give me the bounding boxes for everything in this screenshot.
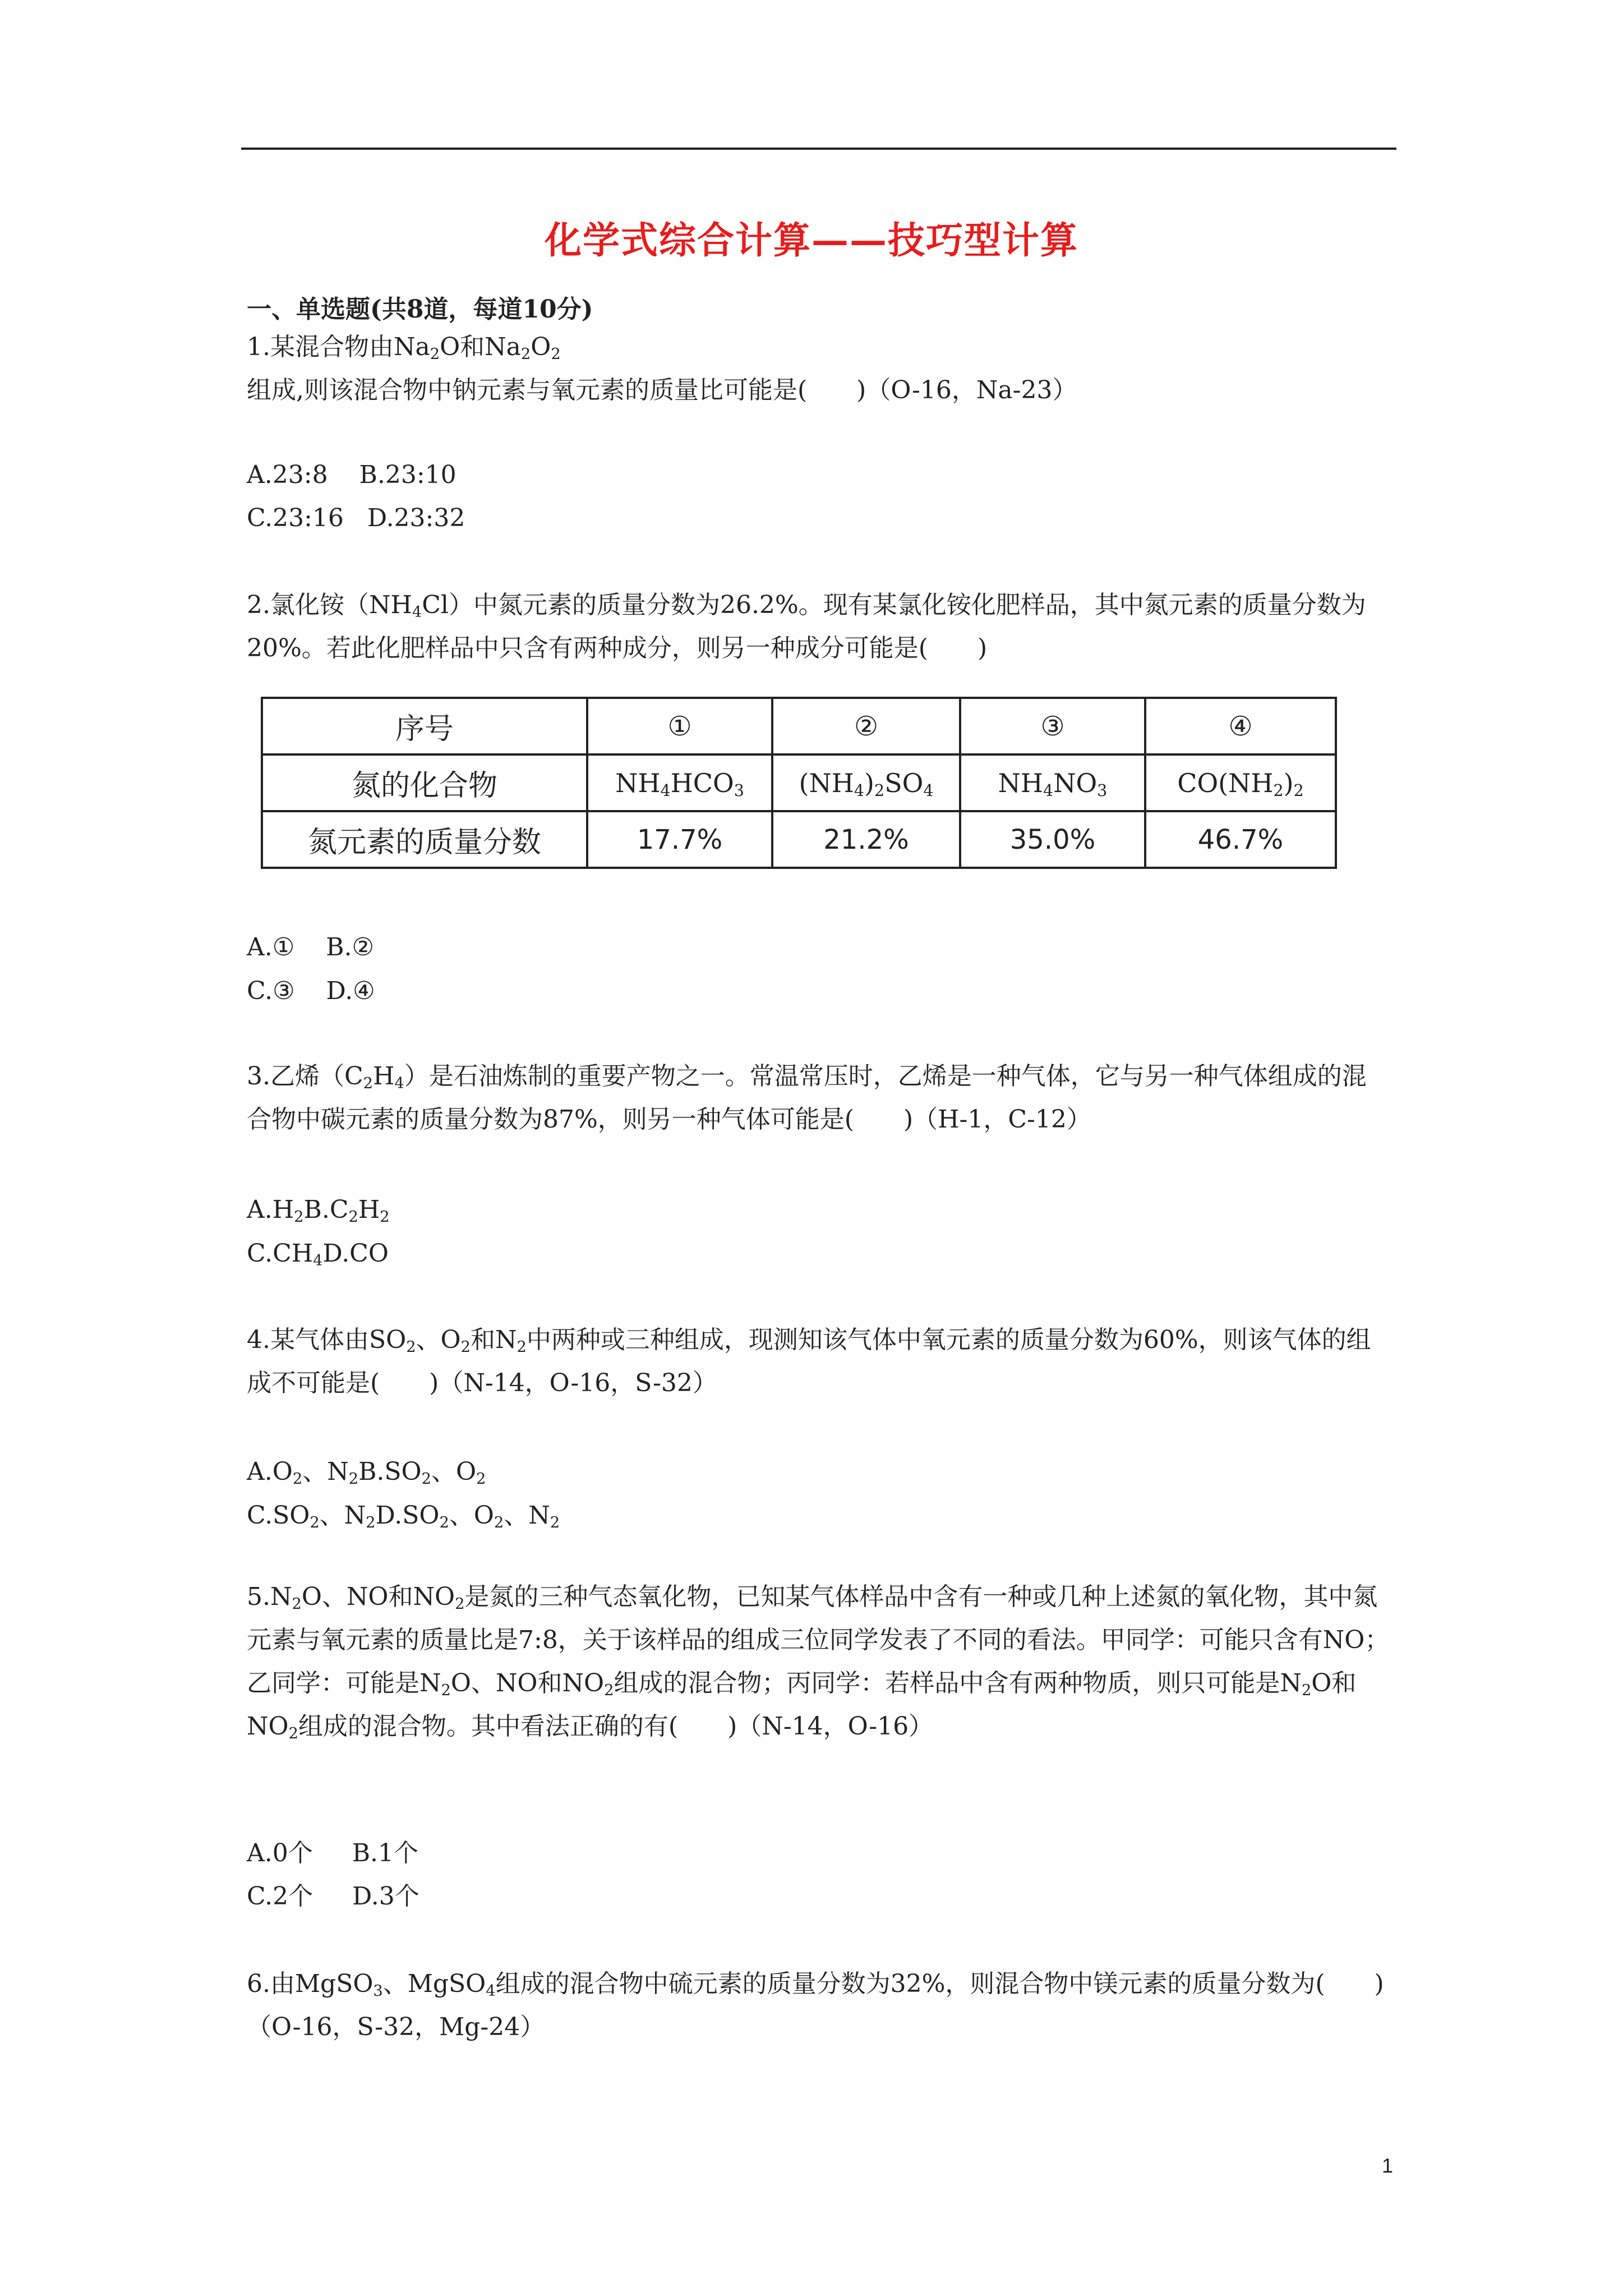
- question-2-options-cd: [247, 969, 375, 1013]
- question-3: 3.乙烯$(C_2H_4)$是石油炼制的重要产物之一。常温常压时，乙烯是一种气体，它与另一种气体组成的混合物中碳元素的质量分数为87%，则另一种气体可能是( )（H-1，C-12）: [247, 1062, 1367, 1134]
- question-3-options-cd: [247, 1232, 389, 1275]
- table-row: [262, 811, 1336, 868]
- table-cell: 46.7%: [1145, 811, 1336, 868]
- page-title: 化学式综合计算——技巧型计算: [545, 218, 1078, 262]
- table-cell: 氮元素的质量分数: [262, 811, 587, 868]
- option-a[interactable]: A.0个: [247, 1839, 313, 1867]
- option-a[interactable]: $A.O_2$、$N_2$: [247, 1457, 359, 1488]
- nitrogen-compounds-table: [261, 697, 1337, 869]
- table-cell: 21.2%: [772, 811, 960, 868]
- option-d[interactable]: $D.SO_2$、$O_2$、$N_2$: [375, 1501, 560, 1531]
- table-cell: 序号: [262, 698, 587, 754]
- question-2: 2.氯化铵$(NH_4Cl)$中氮元素的质量分数为26.2%。现有某氯化铵化肥样品，其中氮元素的质量分数为20%。若此化肥样品中只含有两种成分，则另一种成分可能是( ): [247, 591, 1366, 662]
- option-b[interactable]: $B.C_2H_2$: [303, 1195, 390, 1226]
- option-d[interactable]: D.④: [326, 977, 375, 1005]
- option-a[interactable]: A.①: [247, 933, 295, 961]
- option-c[interactable]: $C.SO_2$、$N_2$: [247, 1501, 376, 1531]
- question-3-options-ab: [247, 1188, 390, 1231]
- option-c[interactable]: C.③: [247, 977, 295, 1005]
- table-cell: ②: [772, 698, 960, 754]
- table-cell: 氮的化合物: [262, 754, 587, 811]
- option-b[interactable]: B.②: [326, 933, 374, 961]
- option-c[interactable]: $C.CH_4$: [247, 1239, 323, 1269]
- option-b[interactable]: $B.SO_2$、$O_2$: [358, 1457, 486, 1488]
- question-1: 1.某混合物由$Na_2O$和$Na_2O_2$组成,则该混合物中钠元素与氧元素的质量比可能是( )（O-16，Na-23）: [247, 333, 1077, 404]
- question-1-options-cd: [247, 496, 465, 540]
- option-c[interactable]: C.2个: [247, 1882, 313, 1911]
- option-b[interactable]: B.23:10: [359, 461, 457, 489]
- table-cell: ③: [960, 698, 1145, 754]
- formula-nh4-2so4: $(NH_4)_2SO_4$: [772, 754, 960, 811]
- table-cell: ①: [587, 698, 772, 754]
- page-number: 1: [1381, 2154, 1393, 2177]
- option-d[interactable]: D.23:32: [367, 504, 465, 532]
- header-rule: [241, 148, 1396, 150]
- option-b[interactable]: B.1个: [352, 1839, 419, 1867]
- option-a[interactable]: A.23:8: [247, 461, 328, 489]
- table-row: [262, 698, 1336, 754]
- question-5-options-cd: [247, 1875, 419, 1918]
- table-row: [262, 754, 1336, 811]
- table-cell: 17.7%: [587, 811, 772, 868]
- table-cell: 35.0%: [960, 811, 1145, 868]
- question-5: $5.N_2O$、NO和$NO_2$是氮的三种气态氧化物，已知某气体样品中含有一种或几种上述氮的氧化物，其中氮元素与氧元素的质量比是7:8，关于该样品的组成三位同学发表了不同的看法。甲同学：可能只含有NO；乙同学：可能是$N_2O$、NO和$NO_2$组成的混合物；丙同学：若样品中含有两种物质，则只可能是$N_2O$和$NO_2$组成的混合物。其中看法正确的有( )（N-14，O-16）: [247, 1582, 1390, 1742]
- question-2-options-ab: [247, 926, 374, 969]
- question-5-options-ab: [247, 1832, 418, 1875]
- section-heading: 一、单选题(共8道，每道10分): [247, 295, 593, 324]
- option-d[interactable]: D.3个: [352, 1882, 419, 1911]
- formula-nh4hco3: $NH_4HCO_3$: [587, 754, 772, 811]
- option-d[interactable]: D.CO: [322, 1239, 389, 1268]
- option-a[interactable]: $A.H_2$: [247, 1195, 304, 1226]
- formula-nh4no3: $NH_4NO_3$: [960, 754, 1145, 811]
- formula-co-nh2-2: $CO(NH_2)_2$: [1145, 754, 1336, 811]
- question-4: 4.某气体由$SO_2$、$O_2$和$N_2$中两种或三种组成，现测知该气体中氧元素的质量分数为60%，则该气体的组成不可能是( )（N-14，O-16，S-32）: [247, 1326, 1371, 1397]
- option-c[interactable]: C.23:16: [247, 504, 344, 532]
- question-4-options-cd: [247, 1494, 560, 1537]
- question-1-options-ab: [247, 453, 457, 496]
- table-cell: ④: [1145, 698, 1336, 754]
- question-6: 6.由MgSO$_3$、MgSO$_4$组成的混合物中硫元素的质量分数为32%，则混合物中镁元素的质量分数为( )（O-16，S-32，Mg-24）: [247, 1970, 1384, 2041]
- question-4-options-ab: [247, 1450, 486, 1493]
